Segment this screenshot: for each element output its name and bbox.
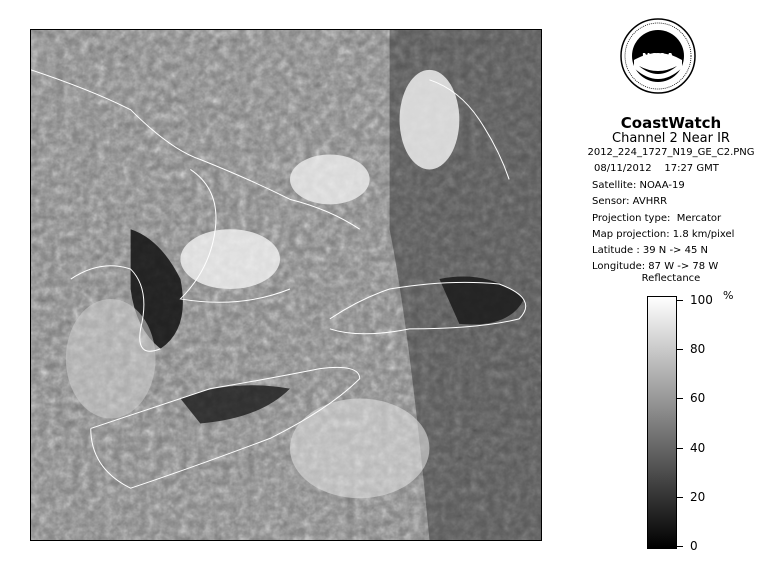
- map-projection: Map projection: 1.8 km/pixel: [592, 229, 735, 240]
- tick-label-40: 40: [690, 441, 706, 455]
- tick-mark: [677, 300, 683, 301]
- tick-mark: [677, 448, 683, 449]
- tick-label-0: 0: [690, 539, 698, 553]
- tick-mark: [677, 546, 683, 547]
- tick-label-100: 100: [690, 293, 713, 307]
- tick-label-60: 60: [690, 391, 706, 405]
- noaa-logo: [619, 16, 697, 116]
- satellite-image: [30, 29, 542, 541]
- tick-mark: [677, 398, 683, 399]
- projection-type: Projection type: Mercator: [592, 213, 722, 224]
- channel-label: Channel 2 Near IR: [612, 131, 730, 146]
- satellite: Satellite: NOAA-19: [592, 180, 685, 191]
- legend-unit: %: [723, 289, 734, 302]
- legend-title: Reflectance: [641, 273, 701, 284]
- tick-label-80: 80: [690, 342, 706, 356]
- datetime: 08/11/2012 17:27 GMT: [594, 163, 719, 174]
- reflectance-colorbar: [647, 296, 677, 549]
- map-title: CoastWatch: [620, 114, 722, 132]
- longitude: Longitude: 87 W -> 78 W: [592, 261, 719, 272]
- filename: 2012_224_1727_N19_GE_C2.PNG: [587, 147, 755, 158]
- tick-mark: [677, 349, 683, 350]
- logo-text: NOAA: [641, 52, 675, 63]
- tick-label-20: 20: [690, 490, 706, 504]
- latitude: Latitude : 39 N -> 45 N: [592, 245, 708, 256]
- tick-mark: [677, 497, 683, 498]
- sensor: Sensor: AVHRR: [592, 196, 668, 207]
